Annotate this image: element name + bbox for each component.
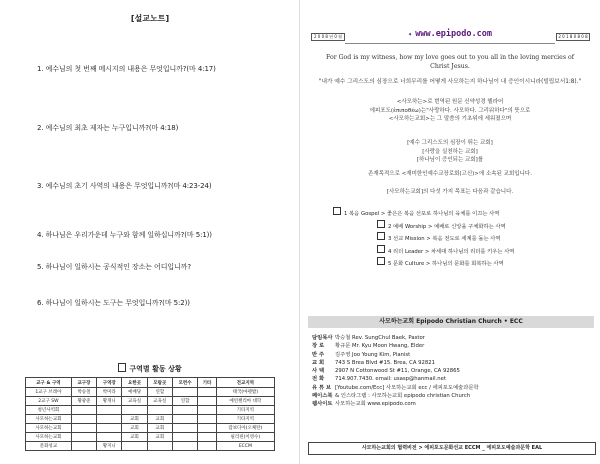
table-cell	[97, 424, 122, 433]
table-cell	[198, 415, 216, 424]
table-cell: 태국(마펫밥)	[216, 388, 274, 397]
table-cell: 교육실	[122, 397, 147, 406]
table-cell	[71, 442, 96, 451]
site-title[interactable]	[300, 29, 600, 39]
divider-line	[345, 43, 555, 44]
info-label: 웹사이트	[312, 401, 333, 408]
table-cell	[71, 433, 96, 442]
info-label: 담임목사	[312, 335, 333, 341]
box-icon	[377, 245, 385, 253]
goals-list	[333, 207, 583, 270]
info-label: 장 로	[312, 343, 325, 350]
table-cell	[172, 424, 197, 433]
table-cell	[71, 424, 96, 433]
info-row	[312, 375, 592, 383]
table-cell: 문화성교	[26, 442, 72, 451]
table-cell	[147, 406, 172, 415]
box-icon	[377, 232, 385, 240]
question-6: 6. 하나님이 일하시는 도구는 무엇입니까?(마 5:2))	[37, 299, 190, 307]
table-cell: 황게니	[97, 397, 122, 406]
motto-block	[310, 139, 590, 165]
table-cell: 사모하는교회	[26, 433, 72, 442]
table-row	[26, 442, 275, 451]
table-header: 교구장	[71, 378, 96, 388]
table-cell	[172, 442, 197, 451]
info-value: 사모하는교회 www.epipodo.com	[335, 401, 416, 408]
table-cell: 교육실	[147, 397, 172, 406]
table-cell	[71, 415, 96, 424]
motto-line: [예수 그리스도의 심장이 뛰는 교회]	[407, 140, 493, 146]
table-cell	[198, 442, 216, 451]
info-value: 714.907.7430. email: usasp@hanmail.net	[335, 376, 446, 383]
table-cell	[172, 406, 197, 415]
goal-text: 1 복음 Gospel > 좋은은 복음 선포로 하나님의 육체를 이끄는 사역	[344, 211, 500, 217]
info-row	[312, 359, 592, 367]
goal-item	[377, 232, 583, 245]
verse-english: For God is my witness, how my love goes out to you all in the loving mercies of Christ Jesus.	[326, 54, 574, 70]
table-cell	[198, 397, 216, 406]
goal-item	[333, 207, 583, 220]
table-cell	[198, 388, 216, 397]
table-cell: 박미라	[97, 388, 122, 397]
info-row	[312, 367, 592, 375]
table-row	[26, 424, 275, 433]
table-cell: 기타지역	[216, 406, 274, 415]
goal-text: 4 리더 Leader > 차세대 하나님의 리더를 키우는 사역	[388, 248, 515, 255]
info-label: 유 튜 브	[312, 384, 332, 391]
table-header: 전교지역	[216, 378, 274, 388]
table-header: 모련수	[172, 378, 197, 388]
table-row	[26, 406, 275, 415]
star-icon: ✦	[408, 30, 413, 38]
table-cell: 예배당	[122, 388, 147, 397]
motto-line: [하나님이 증인되는 교회]를	[416, 157, 484, 163]
info-label: 페이스북	[312, 393, 333, 400]
table-row	[26, 433, 275, 442]
table-cell: 황광준	[71, 397, 96, 406]
info-value: 743 S Brea Blvd #15. Brea, CA 92821	[335, 359, 435, 366]
table-cell: 캄보디아(오체탄)	[216, 424, 274, 433]
document-icon	[118, 363, 126, 372]
info-row	[312, 392, 592, 400]
goal-text: 2 예배 Worship > 예배로 신앙을 구체화하는 사역	[388, 223, 506, 230]
table-cell: 황지니	[97, 442, 122, 451]
table-cell: 연합	[147, 388, 172, 397]
info-label: 전 화	[312, 376, 325, 383]
box-icon	[333, 207, 341, 215]
table-row	[26, 397, 275, 406]
intro-line: <사모하는>로 번역된 원문 신약성경 헬라어	[396, 99, 504, 105]
table-row	[26, 388, 275, 397]
table-cell	[71, 406, 96, 415]
info-value: 2907 N Cottonwood St #11, Orange, CA 92865	[335, 368, 460, 375]
sermon-note-title: [설교노트]	[130, 14, 170, 23]
info-row	[312, 342, 592, 350]
info-value: 황규문 Mr. Kyu Moon Hwang, Elder	[335, 343, 425, 350]
box-icon	[377, 220, 385, 228]
goal-item	[377, 257, 583, 270]
table-cell	[122, 406, 147, 415]
intro-line: 에피포도(ἐπιποθέω)는"사랑하다. 사모하다. 그리워하다"의 뜻으로	[369, 107, 531, 114]
table-header: 구역장	[97, 378, 122, 388]
table-cell: 청년사역회	[26, 406, 72, 415]
table-cell: ECCM	[216, 442, 274, 451]
goal-text: 3 선교 Mission > 복음 전도로 세계를 돌는 사역	[388, 236, 501, 242]
motto-line: [사랑을 실천하는 교회]	[422, 148, 478, 155]
table-cell: 교회	[147, 424, 172, 433]
vision-bar: 사모하는교회의 협력비전 > 에피포도문화선교 ECCM _ 에피포도예술과문학 EAL	[308, 442, 596, 455]
table-row	[26, 415, 275, 424]
table-cell	[122, 442, 147, 451]
info-value: 박승철 Rev. SungChul Baek, Pastor	[335, 335, 425, 341]
box-icon	[377, 257, 385, 265]
info-value: & 인스타그램 : 사모하는교회 epipodo christian Church	[335, 393, 471, 400]
table-cell	[198, 406, 216, 415]
info-row	[312, 351, 592, 359]
info-label: 교 회	[312, 359, 325, 366]
activity-table-body	[26, 388, 275, 451]
question-2: 2. 예수님의 최초 제자는 누구입니까?(마 4:18)	[37, 124, 179, 132]
table-cell: 기타지역	[216, 415, 274, 424]
table-cell: 필리핀(이영수)	[216, 433, 274, 442]
question-4: 4. 하나님은 우리가운데 누구와 함께 일하십니까?(마 5:1))	[37, 231, 212, 239]
table-header-row	[26, 378, 275, 388]
table-cell	[97, 406, 122, 415]
table-header: 요한곳	[122, 378, 147, 388]
info-label: 사 택	[312, 368, 325, 375]
table-cell	[172, 433, 197, 442]
table-cell: 교회	[122, 415, 147, 424]
goal-text: 5 문화 Culture > 하나님의 문화를 회복하는 사역	[388, 261, 504, 267]
goal-item	[377, 220, 583, 233]
site-title-text[interactable]: www.epipodo.com	[415, 29, 492, 39]
table-cell	[172, 388, 197, 397]
table-cell	[97, 433, 122, 442]
info-row	[312, 400, 592, 408]
info-value: [Youtube.com/Ecc] 사모하는교회 ecc / 에피포도예술과문학	[335, 384, 479, 391]
info-value: 김주영 Joo Young Kim, Pianist	[335, 351, 411, 358]
header-date-right: 2 0 1 8 0 8 0 8	[556, 33, 590, 41]
church-info	[312, 334, 592, 409]
question-1: 1. 예수님의 첫 번째 메시지의 내용은 무엇입니까?(마 4:17)	[37, 65, 216, 73]
goal-item	[377, 245, 583, 258]
table-header: 모람곳	[147, 378, 172, 388]
table-cell: 1교구 브레아	[26, 388, 72, 397]
table-cell	[147, 442, 172, 451]
affiliation-text: 존재목적으로 <재미한인예수교장로회(고신)>에 소속된 교회입니다.	[368, 171, 532, 177]
intro-paragraph	[310, 98, 590, 124]
table-header: 교구 & 구역	[26, 378, 72, 388]
question-3: 3. 예수님의 초기 사역의 내용은 무엇입니까?(마 4:23-24)	[37, 182, 212, 190]
info-label: 반 주	[312, 351, 325, 358]
header-date-left: 2 0 0 8 년 0 월	[311, 33, 345, 41]
table-cell: 교회	[122, 424, 147, 433]
table-cell: 2교구 SW	[26, 397, 72, 406]
table-cell: 연합	[172, 397, 197, 406]
table-cell	[97, 415, 122, 424]
activity-table	[25, 377, 275, 451]
table-cell: 박승철	[71, 388, 96, 397]
table-header: 기타	[198, 378, 216, 388]
table-cell: 사모하는교회	[26, 424, 72, 433]
info-row	[312, 334, 592, 342]
table-cell	[198, 424, 216, 433]
table-cell: 사모하는교회	[26, 415, 72, 424]
activity-title	[0, 363, 300, 374]
table-cell: 예빈챌리마 대학	[216, 397, 274, 406]
table-cell	[198, 433, 216, 442]
table-cell	[172, 415, 197, 424]
church-name-bar: 사모하는교회 Epipodo Christian Church • ECC	[308, 316, 594, 328]
table-cell: 교회	[122, 433, 147, 442]
activity-title-text: 구역별 활동 상황	[129, 365, 182, 373]
table-cell: 교회	[147, 415, 172, 424]
question-5: 5. 하나님이 일하시는 공식적인 장소는 어디입니까?	[37, 263, 191, 271]
verse-korean: "내가 예수 그리스도의 심장으로 너희무리를 어떻게 사모하는지 하나님이 내 증인이시니라(빌립보서1:8)."	[318, 79, 582, 85]
info-row	[312, 384, 592, 392]
table-cell: 교회	[147, 433, 172, 442]
mission-intro: [사모하는교회]의 다섯 가지 목표는 다음과 같습니다.	[386, 189, 514, 195]
intro-line: <사모하는교회>는 그 말씀의 기초위에 세워졌으며	[388, 116, 512, 122]
